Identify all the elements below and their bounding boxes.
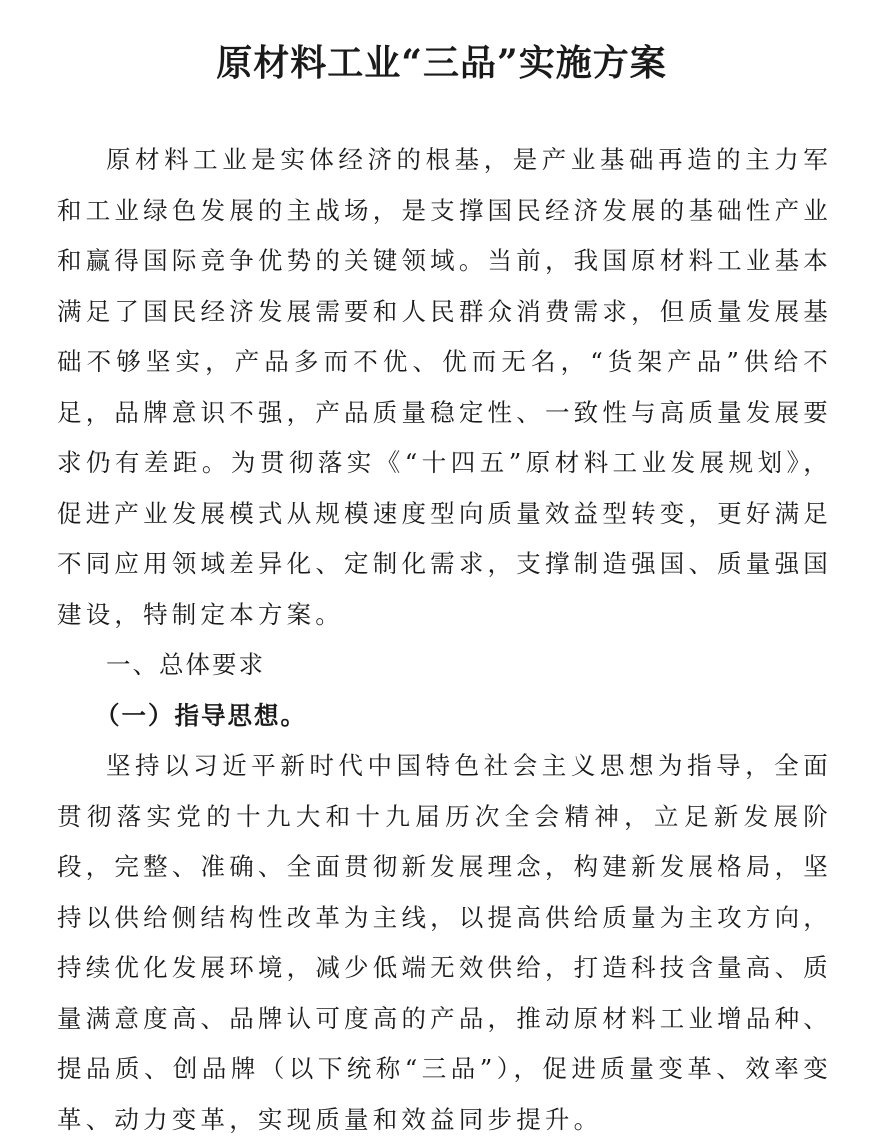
document-body [57,135,832,1145]
intro-paragraph: 原材料工业是实体经济的根基，是产业基础再造的主力军和工业绿色发展的主战场，是支撑国民经济发展的基础性产业和赢得国际竞争优势的关键领域。当前，我国原材料工业基本满足了国民经济发展需要和人民群众消费需求，但质量发展基础不够坚实，产品多而不优、优而无名，“货架产品”供给不足，品牌意识不强，产品质量稳定性、一致性与高质量发展要求仍有差距。为贯彻落实《“十四五”原材料工业发展规划》，促进产业发展模式从规模速度型向质量效益型转变，更好满足不同应用领域差异化、定制化需求，支撑制造强国、质量强国建设，特制定本方案。 [57,145,832,629]
guiding-ideology-paragraph: 坚持以习近平新时代中国特色社会主义思想为指导，全面贯彻落实党的十九大和十九届历次全会精神，立足新发展阶段，完整、准确、全面贯彻新发展理念，构建新发展格局，坚持以供给侧结构性改革为主线，以提高供给质量为主攻方向，持续优化发展环境，减少低端无效供给，打造科技含量高、质量满意度高、品牌认可度高的产品，推动原材料工业增品种、提品质、创品牌（以下统称“三品”），促进质量变革、效率变革、动力变革，实现质量和效益同步提升。 [57,751,832,1134]
document-title: 原材料工业“三品”实施方案 [216,42,667,84]
subsection-heading-guiding-ideology: （一）指导思想。 [94,700,307,730]
section-heading-general-requirements: 一、总体要求 [106,650,265,679]
